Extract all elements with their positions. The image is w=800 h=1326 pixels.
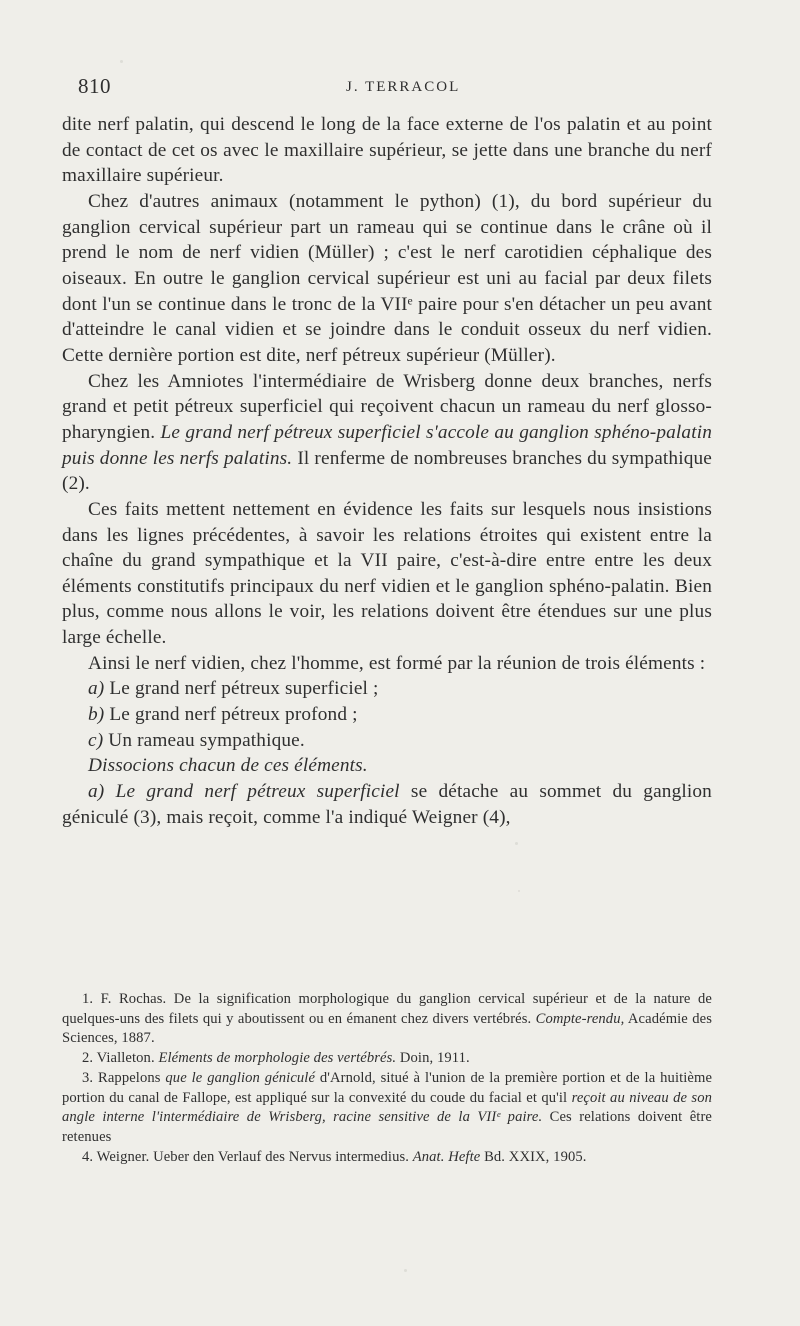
list-marker: a) [88, 678, 105, 700]
footnote-text: 4. Weigner. Ueber den Verlauf des Nervus intermedius. [82, 1148, 409, 1165]
footnote [62, 1148, 712, 1168]
footnote [62, 990, 712, 1049]
paragraph: Chez d'autres animaux (notamment le python) (1), du bord supérieur du ganglion cervical supérieur part un rameau qui se continue dans le crâne où il prend le nom de nerf vidien (Müller) ; c'est le nerf carotidien céphalique des oiseaux. En outre le ganglion cervical supérieur est uni au facial par deux filets dont l'un se continue dans le tronc de la VIIᵉ paire pour s'en détacher un peu avant d'atteindre le canal vidien et se joindre dans le conduit osseux du nerf vidien. Cette dernière portion est dite, nerf pétreux supérieur (Müller). [62, 190, 712, 366]
text-run: Il renferme de nombreuses branches du sympathique (2). [62, 447, 712, 495]
italic-text-run: Le grand nerf pétreux superficiel s'accole au ganglion sphéno-palatin puis donne les nerfs palatins. [62, 421, 712, 469]
text-run: se détache au sommet du ganglion géniculé (3), mais reçoit, comme l'a indiqué Weigner (4), [62, 781, 712, 828]
list-item [62, 728, 712, 754]
footnote [62, 1049, 712, 1069]
paragraph [62, 369, 712, 497]
list-item-text: Un rameau sympathique. [108, 729, 305, 751]
footnote-italic: que le ganglion géniculé [165, 1069, 316, 1086]
footnotes [62, 990, 712, 1167]
footnote [62, 1069, 712, 1148]
paragraph: dite nerf palatin, qui descend le long de la face externe de l'os palatin et au point de contact de cet os avec le maxillaire supérieur, se jette dans une branche du nerf maxillaire supérieur. [62, 114, 712, 187]
paragraph: Ces faits mettent nettement en évidence les faits sur lesquels nous insistions dans les lignes précédentes, à savoir les relations étroites qui existent entre la chaîne du grand sympathique et la VII paire, c'est-à-dire entre entre les deux éléments constitutifs principaux du nerf vidien et le ganglion sphéno-palatin. Bien plus, comme nous allons le voir, les relations doivent être étendues sur une plus large échelle. [62, 498, 712, 649]
footnote-text: Académie des Sciences, 1887. [62, 1010, 712, 1047]
italic-text-run: Dissocions chacun de ces éléments. [88, 755, 368, 777]
paper-speck [518, 890, 520, 892]
body-text [62, 112, 712, 830]
footnote-text: Ces relations doivent être retenues [62, 1109, 712, 1145]
list-marker: c) [88, 729, 104, 751]
list-marker: a) [88, 781, 105, 803]
paper-speck [120, 60, 123, 63]
footnote-italic: Compte-rendu, [535, 1010, 625, 1027]
list-item [62, 676, 712, 702]
paragraph: Ainsi le nerf vidien, chez l'homme, est formé par la réunion de trois éléments : [88, 652, 706, 674]
footnote-italic: reçoit au niveau de son angle interne l'intermédiaire de Wrisberg, racine sensitive de la VIIᵉ paire. [62, 1089, 713, 1126]
footnote-text: d'Arnold, situé à l'union de la première portion et de la huitième portion du canal de Fallope, est appliqué sur la convexité du coude du facial et qu'il [62, 1069, 713, 1106]
page-header [0, 74, 800, 104]
list-item-text: Le grand nerf pétreux profond ; [109, 704, 358, 726]
paragraph [62, 779, 712, 830]
footnote-text: 1. F. Rochas. De la signification morphologique du ganglion cervical supérieur et de la nature de quelques-uns des filets qui y aboutissent ou en émanent chez divers vertébrés. [62, 991, 712, 1027]
footnote-italic: Eléments de morphologie des vertébrés. [158, 1050, 397, 1067]
page-number: 810 [78, 74, 111, 98]
footnote-text: 2. Vialleton. [82, 1050, 155, 1067]
italic-text-run: Le grand nerf pétreux superficiel [115, 781, 400, 803]
list-item [62, 702, 712, 728]
footnote-text: Bd. XXIX, 1905. [484, 1148, 587, 1165]
footnote-text: Doin, 1911. [399, 1050, 470, 1067]
paper-speck [404, 1269, 407, 1272]
text-run: Chez les Amniotes l'intermédiaire de Wrisberg donne deux branches, nerfs grand et petit pétreux superficiel qui reçoivent chacun un rameau du nerf glosso-pharyngien. [62, 370, 712, 443]
running-head: J. TERRACOL [346, 79, 461, 95]
footnote-text: 3. Rappelons [82, 1069, 161, 1086]
paper-speck [515, 842, 518, 845]
footnote-italic: Anat. Hefte [412, 1148, 481, 1165]
list-marker: b) [88, 704, 105, 726]
list-item-text: Le grand nerf pétreux superficiel ; [109, 678, 379, 700]
section-lead [62, 753, 712, 779]
